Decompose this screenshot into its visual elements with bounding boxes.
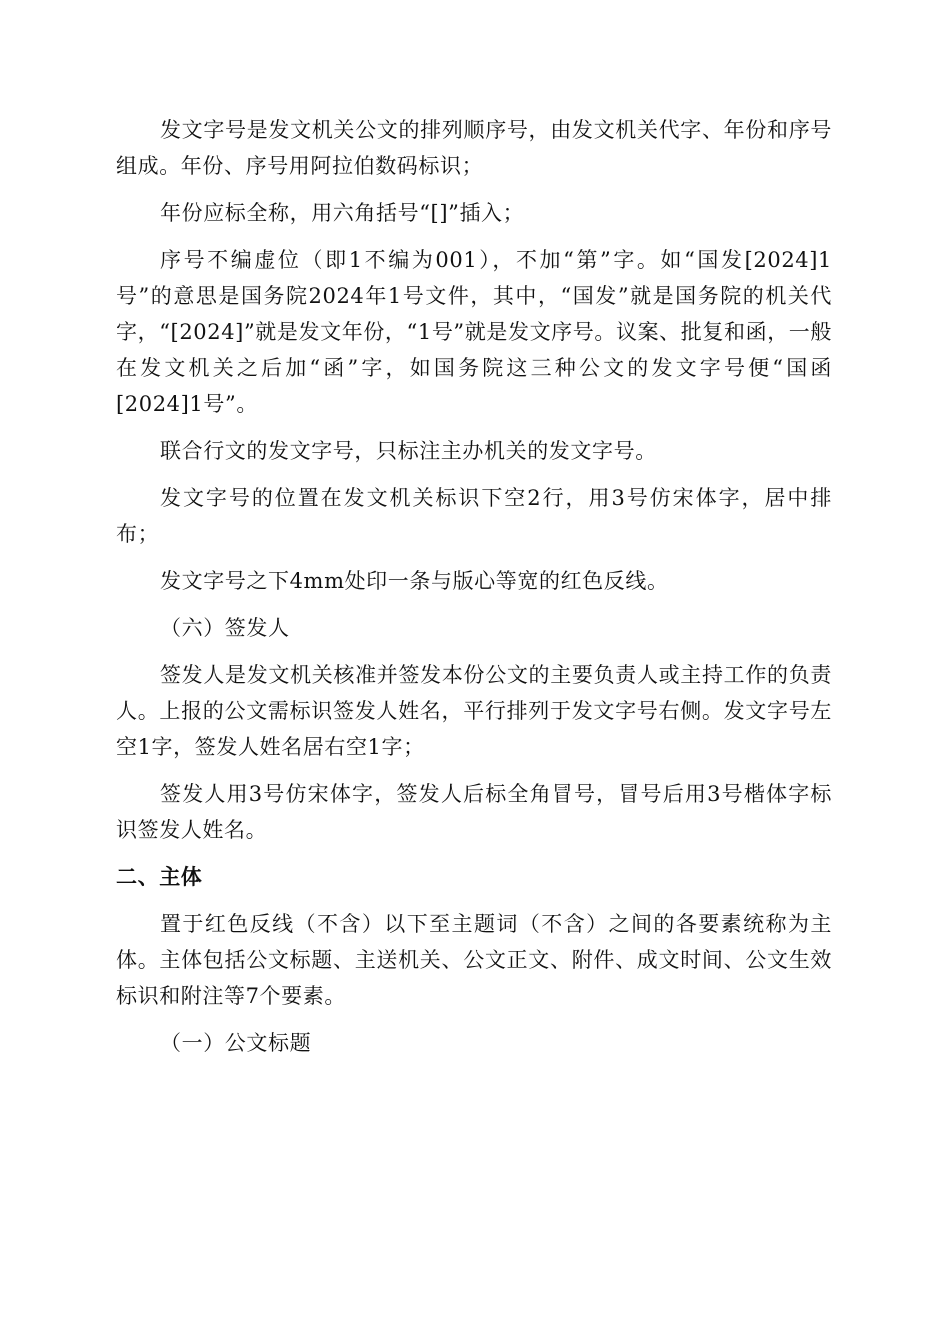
paragraph-joint-issuance: 联合行文的发文字号，只标注主办机关的发文字号。 [160,439,657,463]
paragraph-signer-definition: 签发人是发文机关核准并签发本份公文的主要负责人或主持工作的负责人。上报的公文需标识签发人姓名，平行排列于发文字号右侧。发文字号左空1字，签发人姓名居右空1字； [116,663,832,759]
document-body [116,112,832,1072]
paragraph-main-body-definition: 置于红色反线（不含）以下至主题词（不含）之间的各要素统称为主体。主体包括公文标题、主送机关、公文正文、附件、成文时间、公文生效标识和附注等7个要素。 [116,912,832,1008]
paragraph-serial-number: 序号不编虚位（即1不编为001），不加“第”字。如“国发[2024]1号”的意思是国务院2024年1号文件，其中，“国发”就是国务院的机关代字，“[2024]”就是发文年份，“1号”就是发文序号。议案、批复和函，一般在发文机关之后加“函”字，如国务院这三种公文的发文字号便“国函[2024]1号”。 [116,248,832,416]
paragraph-doc-number-position: 发文字号的位置在发文机关标识下空2行，用3号仿宋体字，居中排布； [116,486,832,546]
paragraph-red-line: 发文字号之下4mm处印一条与版心等宽的红色反线。 [160,569,669,593]
subheading-signer: （六）签发人 [160,616,290,640]
subheading-document-title: （一）公文标题 [160,1031,312,1055]
paragraph-year-format: 年份应标全称，用六角括号“[]”插入； [160,201,525,225]
paragraph-doc-number-definition: 发文字号是发文机关公文的排列顺序号，由发文机关代字、年份和序号组成。年份、序号用阿拉伯数码标识； [116,118,832,178]
section-heading-main-body: 二、主体 [116,865,203,889]
paragraph-signer-font: 签发人用3号仿宋体字，签发人后标全角冒号，冒号后用3号楷体字标识签发人姓名。 [116,782,832,842]
